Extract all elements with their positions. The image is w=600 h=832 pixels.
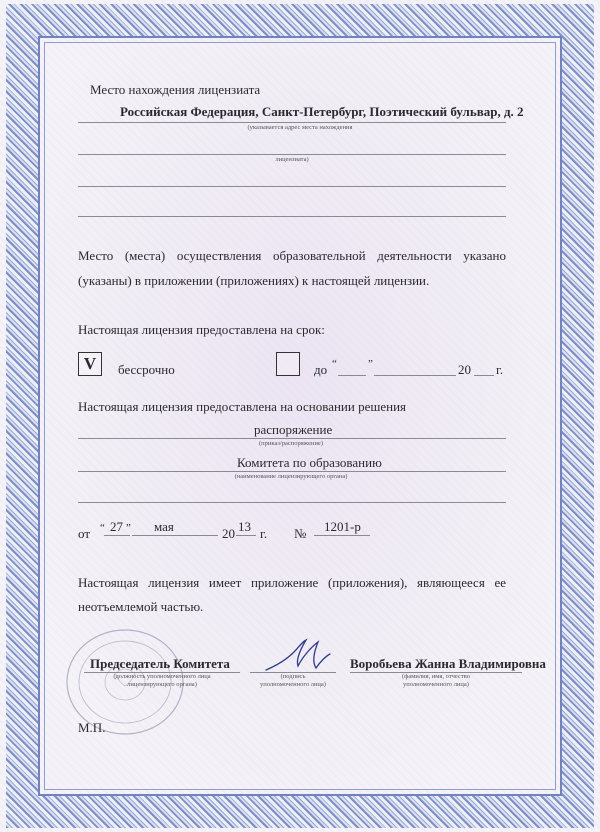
until-label: до (314, 362, 328, 377)
position-caption-2: лицензирующего органа) (127, 681, 197, 688)
signatory-name: Воробьева Жанна Владимировна (350, 656, 546, 671)
until-quote-open: “ (332, 358, 337, 370)
term-heading: Настоящая лицензия предоставлена на срок: (78, 322, 325, 337)
position-caption-1: (должность уполномоченного лица (113, 673, 211, 680)
doc-type-caption: (приказ/распоряжение) (259, 440, 323, 447)
address-caption: (указывается адрес места нахождения (247, 124, 353, 131)
decision-quote-open: “ (100, 522, 105, 534)
until-day-rule (338, 375, 366, 376)
address-rule-2 (78, 154, 506, 155)
address-caption-2: лицензиата) (275, 156, 309, 163)
until-year-prefix: 20 (458, 362, 471, 377)
decision-day: 27 (110, 519, 123, 534)
until-year-suffix: г. (496, 362, 504, 377)
authority-caption: (наименование лицензирующего органа) (234, 473, 348, 480)
perpetual-label: бессрочно (118, 362, 175, 377)
address-rule (78, 122, 506, 123)
signatory-position: Председатель Комитета (90, 656, 230, 671)
number-rule (314, 535, 370, 536)
decision-year-suffix: г. (260, 526, 268, 541)
until-checkbox (276, 352, 300, 376)
handwritten-signature (262, 636, 334, 676)
perpetual-checkbox (78, 352, 102, 376)
authority-rule (78, 471, 506, 472)
location-heading: Место нахождения лицензиата (90, 82, 261, 97)
decision-number-sign: № (294, 526, 307, 541)
address-rule-4 (78, 216, 506, 217)
until-year-rule (474, 375, 494, 376)
year-rule (236, 535, 256, 536)
decision-year: 13 (238, 519, 251, 534)
decision-from: от (78, 526, 91, 541)
name-caption-2: уполномоченного лица) (403, 681, 469, 688)
appendix-line-1: Настоящая лицензия имеет приложение (приложения), являющееся ее (78, 575, 506, 590)
address-rule-3 (78, 186, 506, 187)
authority-rule-2 (78, 502, 506, 503)
decision-number: 1201-р (324, 519, 361, 534)
signature-caption-1: (подпись (280, 673, 306, 680)
decision-quote-close: ” (126, 522, 131, 534)
location-address: Российская Федерация, Санкт-Петербург, Поэтический бульвар, д. 2 (120, 104, 524, 119)
until-month-rule (374, 375, 456, 376)
signature-caption-2: уполномоченного лица) (260, 681, 326, 688)
basis-heading: Настоящая лицензия предоставлена на основании решения (78, 399, 407, 414)
name-caption-1: (фамилия, имя, отчество (402, 673, 470, 680)
appendix-line-2: неотъемлемой частью. (78, 599, 204, 614)
basis-authority: Комитета по образованию (237, 455, 382, 470)
stamp-label: М.П. (78, 720, 106, 735)
until-quote-close: ” (368, 358, 373, 370)
activity-line-2: (указаны) в приложении (приложениях) к настоящей лицензии. (78, 273, 430, 288)
activity-line-1: Место (места) осуществления образовательной деятельности указано (78, 248, 506, 263)
month-rule (132, 535, 218, 536)
decision-month: мая (154, 519, 174, 534)
decision-year-prefix: 20 (222, 526, 235, 541)
basis-doc-type: распоряжение (254, 422, 333, 437)
perpetual-check-mark: V (83, 354, 97, 373)
doc-type-rule (78, 438, 506, 439)
day-rule (104, 535, 130, 536)
